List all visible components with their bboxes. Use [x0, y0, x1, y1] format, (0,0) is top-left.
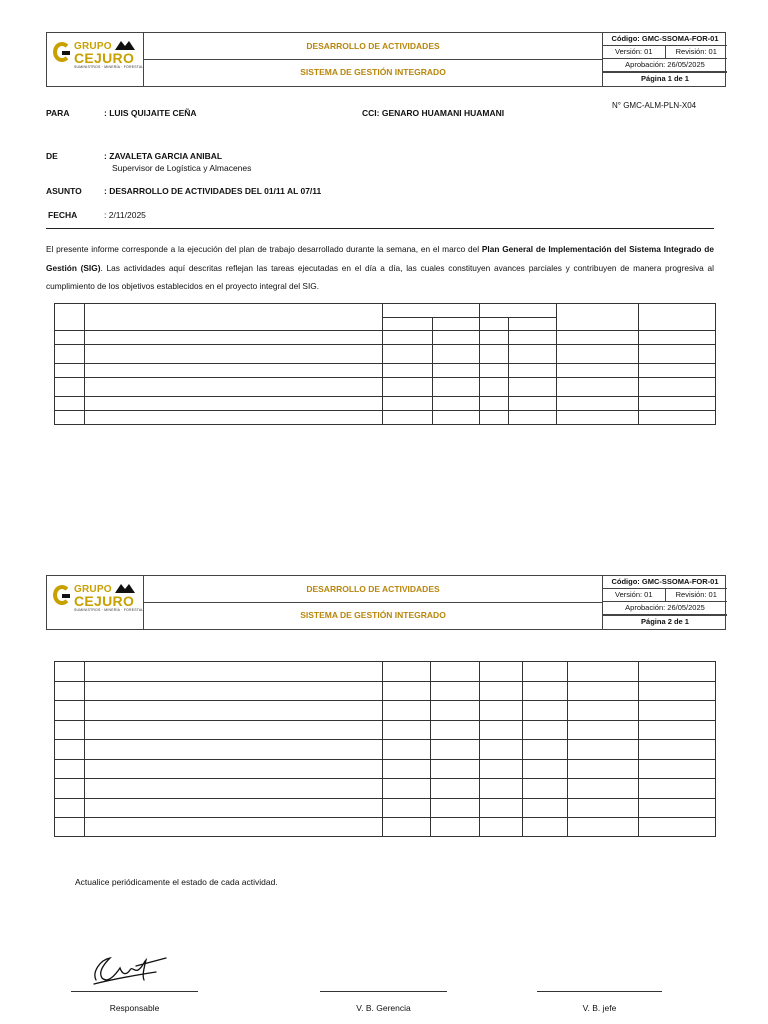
table-row: [55, 721, 716, 740]
logo-word-grupo: GRUPO: [74, 584, 112, 595]
table-row: [55, 397, 716, 411]
logo-word-cejuro: CEJURO: [74, 593, 135, 609]
signature-label-jefe: V. B. jefe: [582, 1003, 617, 1013]
company-logo: [51, 39, 144, 69]
document-number: N° GMC-ALM-PLN-X04: [612, 101, 697, 110]
header-aprobacion: Aprobación: 26/05/2025: [603, 602, 727, 615]
de-value: : ZAVALETA GARCIA ANIBAL: [104, 151, 223, 161]
signature-line-jefe: [537, 991, 662, 992]
activities-table-page2: [54, 661, 716, 837]
table-row: [55, 411, 716, 425]
header-subtitle: SISTEMA DE GESTIÓN INTEGRADO: [300, 67, 446, 77]
asunto-label: ASUNTO: [46, 186, 82, 196]
activities-table-page1: [54, 303, 716, 425]
header-version: Versión: 01: [603, 46, 666, 58]
header-page-number: Página 1 de 1: [603, 72, 727, 85]
table-row: [55, 760, 716, 779]
page2-header: [46, 575, 726, 630]
intro-bold-plan: Plan General de Implementación del Sistema Integrado de Gestión (SIG): [46, 244, 714, 273]
mountain-icon: [115, 40, 135, 50]
table-row: [55, 364, 716, 378]
fecha-label: FECHA: [48, 210, 78, 220]
table-row: [55, 331, 716, 345]
handwritten-signature: [86, 950, 178, 990]
para-label: PARA: [46, 108, 70, 118]
header-meta-cell: [603, 576, 727, 629]
logo-cell: [47, 576, 144, 629]
page1-header: [46, 32, 726, 87]
table-row: [55, 662, 716, 682]
table-row: [55, 740, 716, 760]
header-revision: Revisión: 01: [675, 47, 717, 56]
header-subtitle: SISTEMA DE GESTIÓN INTEGRADO: [300, 610, 446, 620]
cci-value: CCI: GENARO HUAMANI HUAMANI: [362, 108, 505, 118]
signature-line-responsable: [71, 991, 198, 992]
table-row: [55, 345, 716, 364]
mountain-icon: [115, 583, 135, 593]
table-row: [55, 701, 716, 721]
table-row: [55, 378, 716, 397]
header-revision: Revisión: 01: [675, 590, 717, 599]
header-version: Versión: 01: [603, 589, 666, 601]
company-logo: [51, 582, 144, 612]
header-codigo: Código: GMC-SSOMA-FOR-01: [603, 33, 727, 46]
header-title-cell: [144, 576, 603, 629]
footer-note: Actualice periódicamente el estado de cada actividad.: [75, 877, 278, 887]
divider: [46, 228, 714, 229]
signature-label-gerencia: V. B. Gerencia: [356, 1003, 411, 1013]
intro-paragraph: El presente informe corresponde a la ejecución del plan de trabajo desarrollado durante la semana, en el marco del Plan General de Implementación del Sistema Integrado de Gestión (SIG). Las actividades aquí descritas reflejan las tareas ejecutadas en el día a día, las cuales constituyen avances parciales y contribuyen de manera progresiva al cumplimiento de los objetivos establecidos en el proyecto integral del SIG.: [46, 244, 715, 291]
table-row: [55, 799, 716, 818]
header-title-cell: [144, 33, 603, 86]
signature-line-gerencia: [320, 991, 447, 992]
de-label: DE: [46, 151, 58, 161]
logo-word-cejuro: CEJURO: [74, 50, 135, 66]
header-aprobacion: Aprobación: 26/05/2025: [603, 59, 727, 72]
table-row: [55, 779, 716, 799]
logo-tagline: SUMINISTROS · MINERÍA · FORESTAL: [74, 65, 144, 69]
asunto-value: : DESARROLLO DE ACTIVIDADES DEL 01/11 AL 07/11: [104, 186, 322, 196]
signature-label-responsable: Responsable: [109, 1003, 160, 1013]
header-meta-cell: [603, 33, 727, 86]
header-title: DESARROLLO DE ACTIVIDADES: [306, 584, 440, 594]
para-value: : LUIS QUIJAITE CEÑA: [104, 108, 197, 118]
table-row: [55, 682, 716, 701]
logo-tagline: SUMINISTROS · MINERÍA · FORESTAL: [74, 608, 144, 612]
logo-word-grupo: GRUPO: [74, 41, 112, 52]
header-codigo: Código: GMC-SSOMA-FOR-01: [603, 576, 727, 589]
table-row: [55, 818, 716, 837]
fecha-value: : 2/11/2025: [104, 210, 146, 220]
de-role: Supervisor de Logística y Almacenes: [112, 163, 252, 173]
header-title: DESARROLLO DE ACTIVIDADES: [306, 41, 440, 51]
header-page-number: Página 2 de 1: [603, 615, 727, 628]
logo-cell: [47, 33, 144, 86]
